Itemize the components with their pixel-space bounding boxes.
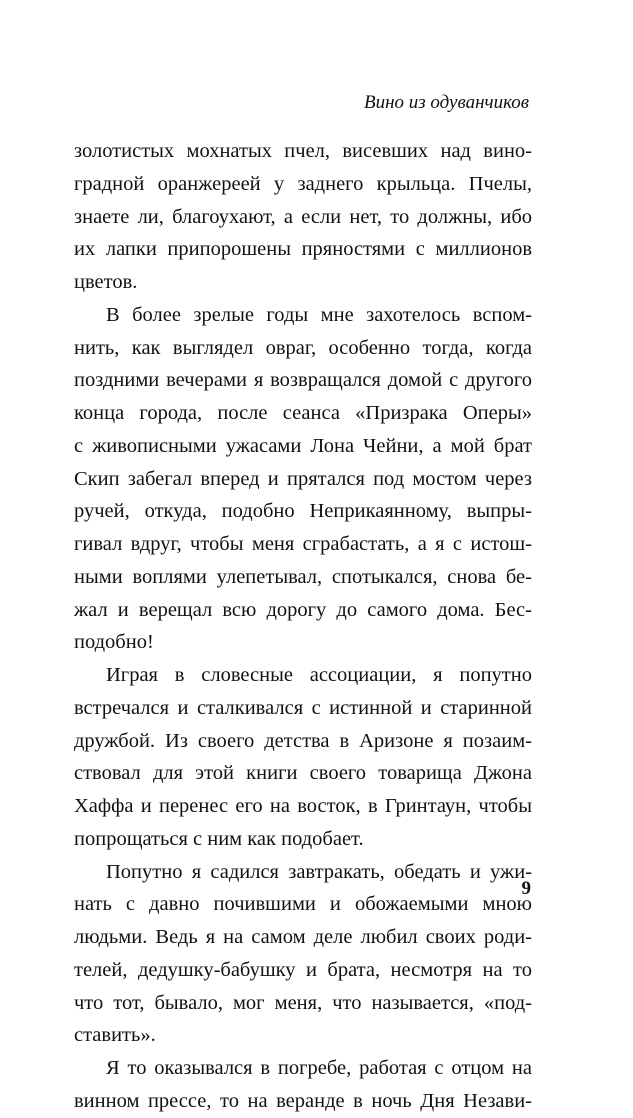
page-number: 9 — [521, 878, 531, 899]
text-line: ствовал для этой книги своего товарища Джона — [74, 762, 532, 785]
text-line: золотистых мохнатых пчел, висевших над вино- — [74, 140, 532, 162]
text-line: жал и верещал всю дорогу до самого дома. Бес- — [74, 598, 532, 621]
text-line: телей, дедушку-бабушку и брата, несмотря на то — [74, 958, 532, 981]
text-line: нить, как выглядел овраг, особенно тогда, когда — [74, 336, 532, 359]
text-line: Скип забегал вперед и прятался под мостом через — [74, 467, 532, 490]
paragraph-first-line: Я то оказывался в погребе, работая с отцом на — [106, 1057, 532, 1079]
text-line: нать с давно почившими и обожаемыми мною — [74, 893, 532, 916]
text-line: их лапки припорошены пряностями с миллионов — [74, 238, 532, 261]
text-line: винном прессе, то на веранде в ночь Дня Незави- — [74, 1089, 532, 1112]
text-line: людьми. Ведь я на самом деле любил своих роди- — [74, 926, 532, 948]
paragraph-first-line: Попутно я садился завтракать, обедать и ужи- — [106, 860, 532, 883]
text-line: ручей, откуда, подобно Неприкаянному, выпры- — [74, 500, 532, 523]
text-line: Хаффа и перенес его на восток, в Гринтаун, чтобы — [74, 795, 532, 817]
text-line: гивал вдруг, чтобы меня сграбастать, а я с истош- — [74, 533, 532, 555]
text-line: встречался и сталкивался с истинной и старинной — [74, 696, 532, 719]
text-line: поздними вечерами я возвращался домой с другого — [74, 369, 532, 392]
text-line: ными воплями улепетывал, спотыкался, снова бе- — [74, 565, 532, 588]
running-title: Вино из одуванчиков — [363, 92, 529, 113]
body-text — [74, 135, 532, 1118]
text-line: с живописными ужасами Лона Чейни, а мой брат — [74, 434, 532, 457]
text-line: ставить». — [74, 1024, 156, 1047]
text-line: знаете ли, благоухают, а если нет, то должны, ибо — [74, 205, 532, 228]
text-line: цветов. — [74, 271, 138, 293]
text-line: дружбой. Из своего детства в Аризоне я позаим- — [74, 729, 532, 752]
text-line: что тот, бывало, мог меня, что называется, «под- — [74, 991, 532, 1014]
paragraph-first-line: В более зрелые годы мне захотелось вспом- — [106, 303, 532, 326]
paragraph-first-line: Играя в словесные ассоциации, я попутно — [106, 664, 532, 686]
text-line: градной оранжереей у заднего крыльца. Пчелы, — [74, 172, 532, 195]
text-line: подобно! — [74, 631, 154, 654]
text-line: попрощаться с ним как подобает. — [74, 827, 364, 850]
text-line: конца города, после сеанса «Призрака Оперы» — [74, 402, 532, 424]
